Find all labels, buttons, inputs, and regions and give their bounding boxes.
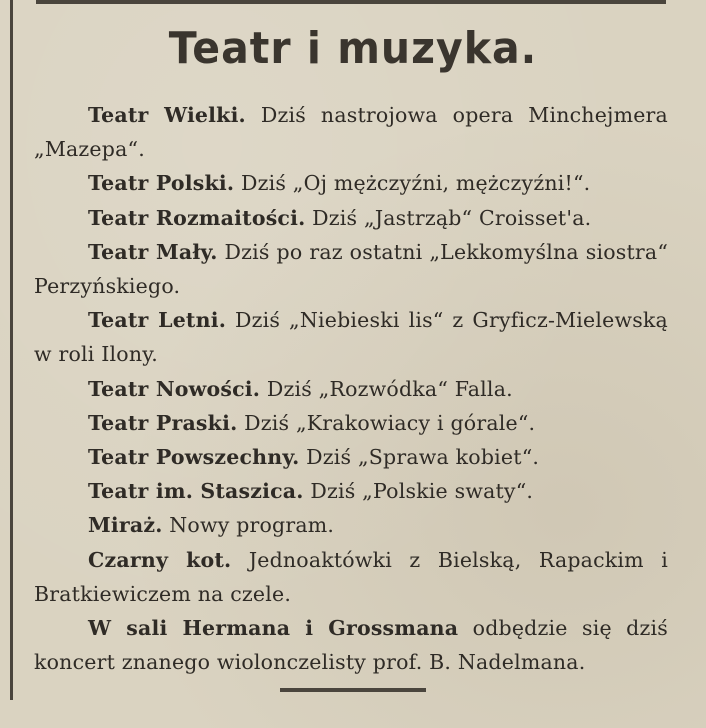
- entry-text: odbędzie się dziś koncert znanego wiolonczelisty prof. B. Nadelmana.: [34, 616, 668, 675]
- venue-name: Teatr im. Staszica.: [88, 479, 304, 504]
- entry-text: Dziś po raz ostatni „Lekkomyślna siostra“ Perzyńskiego.: [34, 239, 668, 299]
- venue-name: Teatr Powszechny.: [88, 445, 300, 470]
- entry-teatr-powszechny: [34, 440, 668, 474]
- venue-name: Miraż.: [88, 513, 163, 538]
- entry-teatr-nowosci: [34, 372, 668, 406]
- entry-text: Jednoaktówki z Bielską, Rapackim i Bratkiewiczem na czele.: [34, 547, 668, 606]
- entry-text: Dziś nastrojowa opera Minchejmera „Mazepa“.: [34, 103, 668, 162]
- entry-czarny-kot: [34, 543, 668, 611]
- entry-teatr-rozmaitosci: [34, 201, 668, 235]
- article-body: [34, 98, 668, 679]
- venue-name: Teatr Mały.: [88, 239, 218, 264]
- venue-name: Teatr Wielki.: [88, 103, 246, 127]
- venue-name: Teatr Rozmaitości.: [88, 205, 306, 230]
- entry-text: Dziś „Sprawa kobiet“.: [299, 445, 540, 470]
- venue-name: Teatr Nowości.: [88, 376, 261, 401]
- venue-name: Teatr Letni.: [88, 308, 227, 333]
- venue-name: Czarny kot.: [88, 547, 232, 572]
- section-heading: Teatr i muzyka.: [168, 22, 538, 74]
- entry-text: Nowy program.: [162, 513, 335, 538]
- entry-text: Dziś „Krakowiacy i górale“.: [237, 410, 536, 435]
- entry-teatr-praski: [34, 406, 668, 440]
- venue-name: W sali Hermana i Grossmana: [88, 616, 459, 641]
- entry-text: Dziś „Oj mężczyźni, mężczyźni!“.: [234, 171, 591, 196]
- entry-teatr-maly: [34, 235, 668, 303]
- entry-text: Dziś „Polskie swaty“.: [303, 479, 534, 504]
- entry-teatr-wielki: [34, 98, 668, 166]
- end-divider-rule: [280, 688, 426, 692]
- entry-teatr-letni: [34, 303, 668, 371]
- entry-teatr-polski: [34, 166, 668, 200]
- venue-name: Teatr Praski.: [88, 410, 238, 435]
- entry-miraz: [34, 508, 668, 542]
- entry-text: Dziś „Niebieski lis“ z Gryficz-Mielewską w roli Ilony.: [34, 308, 668, 367]
- column-divider-rule: [10, 0, 13, 700]
- entry-text: Dziś „Jastrząb“ Croisset'a.: [305, 205, 592, 230]
- venue-name: Teatr Polski.: [88, 171, 235, 196]
- entry-sala-hermana: [34, 611, 668, 679]
- entry-teatr-staszica: [34, 474, 668, 508]
- entry-text: Dziś „Rozwódka“ Falla.: [260, 376, 513, 401]
- top-divider-rule: [36, 0, 666, 4]
